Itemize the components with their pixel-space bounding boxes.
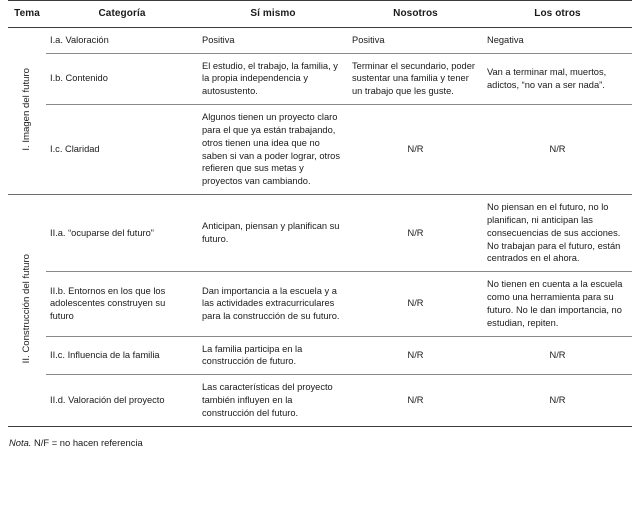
note-label: Nota. <box>9 436 32 448</box>
cell-categoria: I.c. Claridad <box>46 105 198 195</box>
table-row <box>8 105 632 195</box>
cell-nosotros: N/R <box>348 375 483 426</box>
cell-nosotros: Positiva <box>348 27 483 53</box>
theme-label-cell <box>8 195 46 427</box>
cell-nosotros: N/R <box>348 272 483 336</box>
theme-label: II. Construcción del futuro <box>21 253 33 364</box>
column-header-nosotros: Nosotros <box>393 8 438 19</box>
table-row <box>8 27 632 53</box>
table-note <box>8 437 632 448</box>
cell-nosotros: N/R <box>348 195 483 272</box>
table-row <box>8 53 632 104</box>
column-header-los-otros: Los otros <box>534 8 581 19</box>
theme-label-cell <box>8 27 46 194</box>
cell-los-otros: No tienen en cuenta a la escuela como una herramienta para su futuro. No le dan importancia, no estudian, repiten. <box>483 272 632 336</box>
cell-nosotros: N/R <box>348 105 483 195</box>
cell-nosotros: Terminar el secundario, poder sustentar una familia y tener un trabajo que les guste. <box>348 53 483 104</box>
note-text: N/F = no hacen referencia <box>31 436 143 448</box>
table-row <box>8 336 632 375</box>
cell-nosotros: N/R <box>348 336 483 375</box>
cell-los-otros: Negativa <box>483 27 632 53</box>
cell-si-mismo: Algunos tienen un proyecto claro para el que ya están trabajando, otros tienen una idea que no saben si van a poder lograr, otros refieren que sus metas y proyectos van cambiando. <box>198 105 348 195</box>
cell-si-mismo: La familia participa en la construcción de futuro. <box>198 336 348 375</box>
column-header-tema: Tema <box>14 8 40 19</box>
table-row <box>8 375 632 426</box>
table-row <box>8 272 632 336</box>
cell-si-mismo: El estudio, el trabajo, la familia, y la propia independencia y autosustento. <box>198 53 348 104</box>
cell-categoria: II.b. Entornos en los que los adolescentes construyen su futuro <box>46 272 198 336</box>
table-header <box>8 1 632 28</box>
cell-categoria: I.a. Valoración <box>46 27 198 53</box>
cell-categoria: II.d. Valoración del proyecto <box>46 375 198 426</box>
cell-si-mismo: Dan importancia a la escuela y a las actividades extracurriculares para la construcción de su futuro. <box>198 272 348 336</box>
cell-los-otros: N/R <box>483 336 632 375</box>
cell-si-mismo: Las características del proyecto también influyen en la construcción del futuro. <box>198 375 348 426</box>
theme-label: I. Imagen del futuro <box>21 67 33 151</box>
cell-los-otros: No piensan en el futuro, no lo planifican, ni anticipan las consecuencias de sus acciones. No trabajan para el futuro, están centrados en el ahora. <box>483 195 632 272</box>
column-header-si-mismo: Sí mismo <box>250 8 296 19</box>
cell-los-otros: N/R <box>483 375 632 426</box>
cell-categoria: II.c. Influencia de la familia <box>46 336 198 375</box>
table-body <box>8 27 632 426</box>
results-table <box>8 0 632 427</box>
cell-si-mismo: Anticipan, piensan y planifican su futuro. <box>198 195 348 272</box>
table-row <box>8 195 632 272</box>
cell-los-otros: Van a terminar mal, muertos, adictos, “no van a ser nada”. <box>483 53 632 104</box>
cell-categoria: II.a. “ocuparse del futuro” <box>46 195 198 272</box>
cell-categoria: I.b. Contenido <box>46 53 198 104</box>
cell-si-mismo: Positiva <box>198 27 348 53</box>
cell-los-otros: N/R <box>483 105 632 195</box>
column-header-categoria: Categoría <box>98 8 146 19</box>
header-row <box>8 1 632 28</box>
